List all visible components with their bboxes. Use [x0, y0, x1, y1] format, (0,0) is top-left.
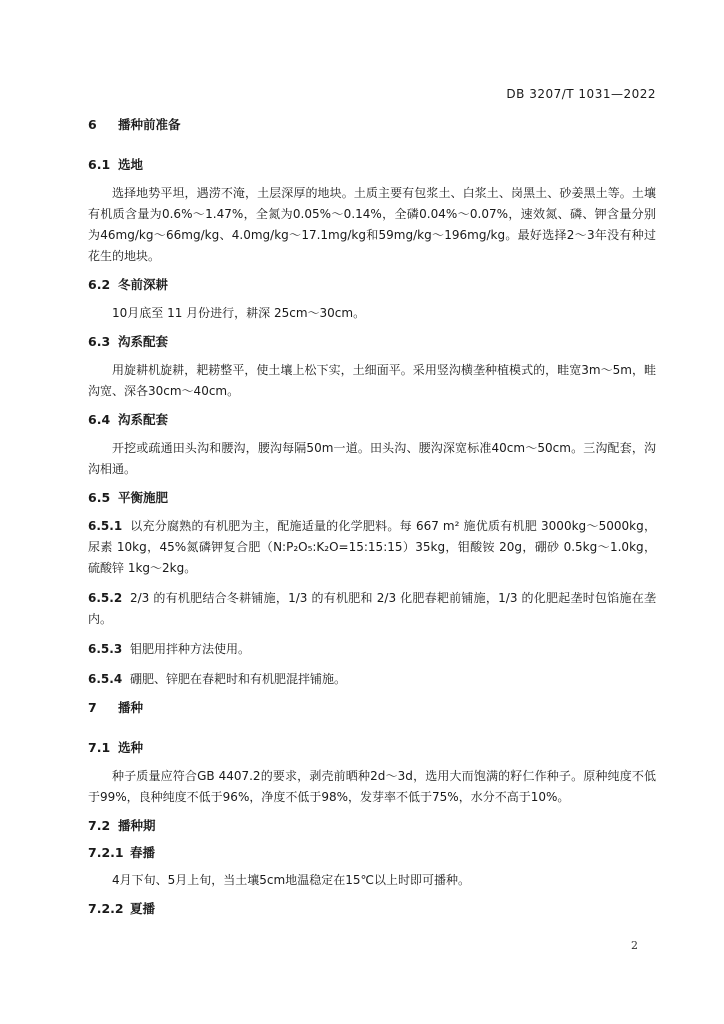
clause-text: 钼肥用拌种方法使用。: [130, 642, 251, 656]
section-heading: [88, 699, 656, 717]
clause-number: 6.5.4: [88, 672, 123, 686]
clause-text: 硼肥、锌肥在春耙时和有机肥混拌铺施。: [130, 672, 347, 686]
section-heading: [88, 116, 656, 134]
clause-heading: [88, 844, 656, 862]
section-title: 冬前深耕: [118, 277, 169, 292]
paragraph: 开挖或疏通田头沟和腰沟，腰沟每隔50m一道。田头沟、腰沟深宽标准40cm～50cm。三沟配套，沟沟相通。: [88, 441, 656, 476]
subsection-heading: [88, 411, 656, 429]
section-number: 6.1: [88, 157, 111, 172]
document-code: DB 3207/T 1031—2022: [506, 87, 656, 101]
section-title: 播种前准备: [118, 117, 181, 132]
subsection-heading: [88, 817, 656, 835]
paragraph: 4月下旬、5月上旬，当土壤5cm地温稳定在15℃以上时即可播种。: [112, 873, 470, 887]
page-number: 2: [631, 939, 638, 952]
section-title: 平衡施肥: [118, 490, 169, 505]
subsection-heading: [88, 489, 656, 507]
section-title: 夏播: [130, 901, 156, 916]
paragraph: 10月底至 11 月份进行，耕深 25cm～30cm。: [112, 306, 366, 320]
section-number: 7.2.1: [88, 845, 124, 860]
numbered-paragraph: [88, 669, 656, 690]
subsection-heading: [88, 156, 656, 174]
section-title: 播种: [118, 700, 144, 715]
subsection-heading: [88, 739, 656, 757]
section-number: 6.5: [88, 490, 111, 505]
section-number: 6: [88, 117, 97, 132]
paragraph: 种子质量应符合GB 4407.2的要求，剥壳前晒种2d～3d，选用大而饱满的籽仁作种子。原种纯度不低于99%，良种纯度不低于96%，净度不低于98%，发芽率不低于75%，水分不高于10%。: [88, 769, 656, 804]
paragraph: 用旋耕机旋耕，耙耢整平，使土壤上松下实，土细面平。采用竖沟横垄种植模式的，畦宽3m～5m，畦沟宽、深各30cm～40cm。: [88, 363, 656, 398]
document-body: [88, 116, 656, 926]
section-title: 选种: [118, 740, 144, 755]
numbered-paragraph: [88, 639, 656, 660]
section-title: 春播: [130, 845, 156, 860]
section-title: 播种期: [118, 818, 156, 833]
clause-text: 以充分腐熟的有机肥为主，配施适量的化学肥料。每 667 m² 施优质有机肥 3000kg～5000kg，尿素 10kg，45%氮磷钾复合肥（N:P₂O₅:K₂O=15:15:15）35kg，钼酸铵 20g，硼砂 0.5kg～1.0kg，硫酸锌 1kg～2kg。: [88, 519, 656, 575]
subsection-heading: [88, 333, 656, 351]
section-title: 选地: [118, 157, 144, 172]
numbered-paragraph: [88, 516, 656, 579]
subsection-heading: [88, 276, 656, 294]
section-title: 沟系配套: [118, 412, 169, 427]
clause-number: 6.5.1: [88, 519, 123, 533]
section-number: 6.3: [88, 334, 111, 349]
clause-number: 6.5.3: [88, 642, 123, 656]
section-number: 7: [88, 700, 97, 715]
section-number: 6.2: [88, 277, 111, 292]
section-title: 沟系配套: [118, 334, 169, 349]
numbered-paragraph: [88, 588, 656, 630]
clause-number: 6.5.2: [88, 591, 123, 605]
section-number: 7.2.2: [88, 901, 124, 916]
clause-heading: [88, 900, 656, 918]
clause-text: 2/3 的有机肥结合冬耕铺施，1/3 的有机肥和 2/3 化肥春耙前铺施，1/3 的化肥起垄时包馅施在垄内。: [88, 591, 656, 626]
section-number: 7.2: [88, 818, 111, 833]
section-number: 6.4: [88, 412, 111, 427]
paragraph: 选择地势平坦，遇涝不淹，土层深厚的地块。土质主要有包浆土、白浆土、岗黑土、砂姜黑土等。土壤有机质含量为0.6%～1.47%，全氮为0.05%～0.14%，全磷0.04%～0.07%，速效氮、磷、钾含量分别为46mg/kg～66mg/kg、4.0mg/kg～17.1mg/kg和59mg/kg～196mg/kg。最好选择2～3年没有种过花生的地块。: [88, 186, 656, 263]
section-number: 7.1: [88, 740, 111, 755]
